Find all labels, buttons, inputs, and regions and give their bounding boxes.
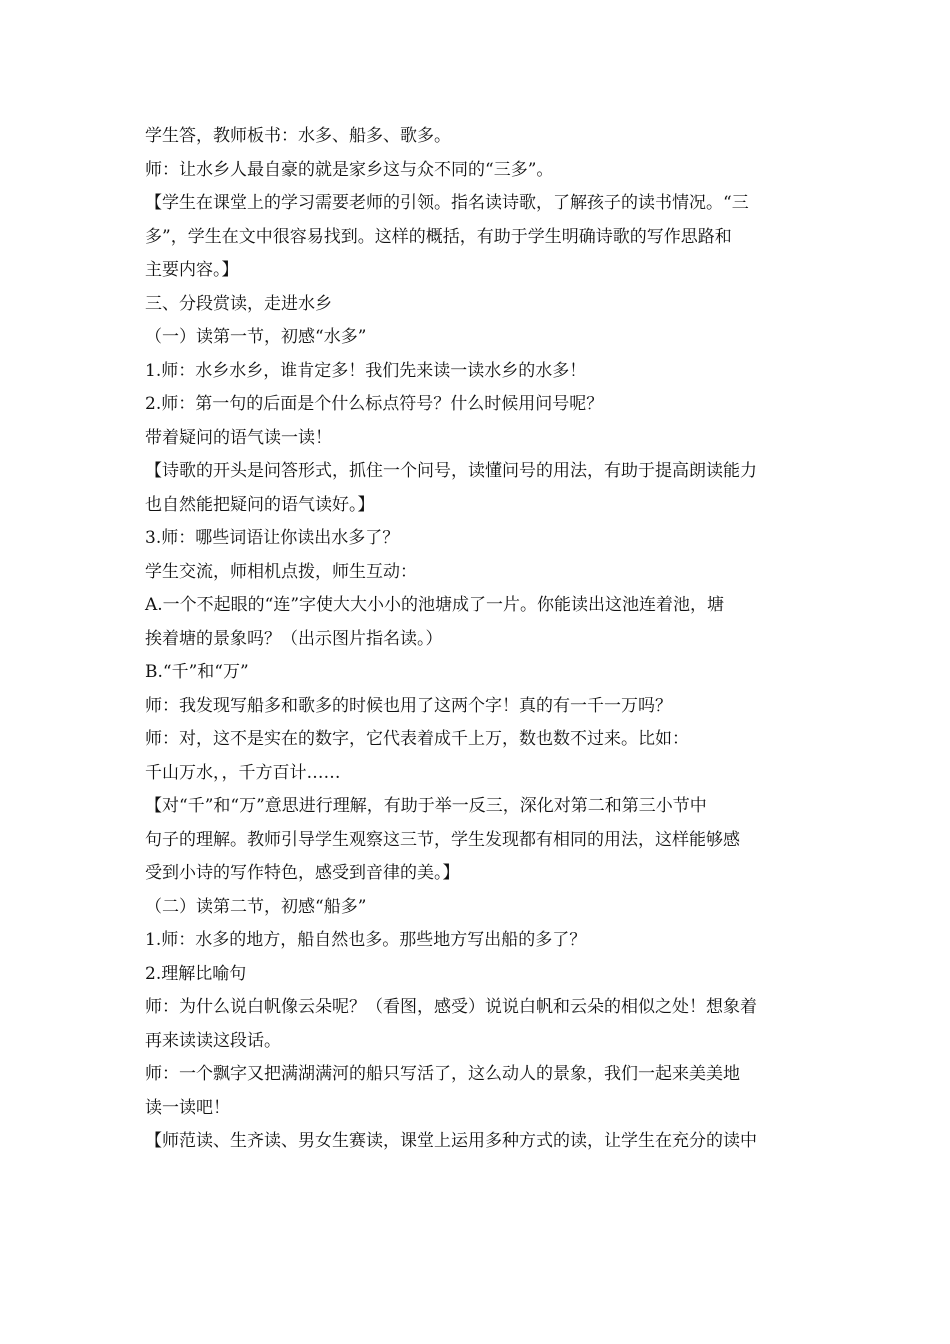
text-line: B.“千”和“万”	[145, 662, 249, 682]
annotation-line: 【对“千”和“万”意思进行理解，有助于举一反三，深化对第二和第三小节中	[145, 796, 707, 816]
text-line: 师：为什么说白帆像云朵呢？（看图，感受）说说白帆和云朵的相似之处！想象着	[145, 997, 757, 1017]
annotation-line: 也自然能把疑问的语气读好。】	[145, 494, 375, 515]
text-line: 2.理解比喻句	[145, 963, 247, 984]
text-line: 师：对，这不是实在的数字，它代表着成千上万，数也数不过来。比如：	[145, 729, 689, 749]
text-line: 带着疑问的语气读一读！	[145, 427, 332, 448]
text-line: 师：让水乡人最自豪的就是家乡这与众不同的“三多”。	[145, 159, 554, 180]
text-line: A.一个不起眼的“连”字使大大小小的池塘成了一片。你能读出这池连着池，塘	[145, 595, 725, 615]
annotation-line: 【学生在课堂上的学习需要老师的引领。指名读诗歌，了解孩子的读书情况。“三	[145, 193, 749, 213]
annotation-line: 受到小诗的写作特色，感受到音律的美。】	[145, 863, 460, 883]
subsection-heading: （二）读第二节，初感“船多”	[145, 896, 367, 917]
text-line: 1.师：水乡水乡，谁肯定多！我们先来读一读水乡的水多！	[145, 360, 587, 381]
annotation-line: 主要内容。】	[145, 260, 239, 280]
text-line: 学生答，教师板书：水多、船多、歌多。	[145, 126, 451, 146]
text-line: 千山万水，，千方百计……	[145, 762, 341, 783]
text-line: 师：一个飘字又把满湖满河的船只写活了，这么动人的景象，我们一起来美美地	[145, 1064, 740, 1084]
text-line: 1.师：水多的地方，船自然也多。那些地方写出船的多了？	[145, 930, 587, 950]
text-line: 师：我发现写船多和歌多的时候也用了这两个字！真的有一千一万吗？	[145, 695, 672, 716]
annotation-line: 句子的理解。教师引导学生观察这三节，学生发现都有相同的用法，这样能够感	[145, 829, 740, 850]
text-line: 3.师：哪些词语让你读出水多了？	[145, 528, 400, 548]
subsection-heading: （一）读第一节，初感“水多”	[145, 327, 367, 347]
text-line: 2.师：第一句的后面是个什么标点符号？什么时候用问号呢？	[145, 394, 604, 414]
text-line: 学生交流，师相机点拨，师生互动：	[145, 561, 417, 582]
section-heading: 三、分段赏读，走进水乡	[145, 293, 332, 314]
annotation-line: 多”，学生在文中很容易找到。这样的概括，有助于学生明确诗歌的写作思路和	[145, 226, 732, 247]
text-line: 再来读读这段话。	[145, 1030, 281, 1051]
annotation-line: 【诗歌的开头是问答形式，抓住一个问号，读懂问号的用法，有助于提高朗读能力	[145, 461, 757, 481]
text-line: 挨着塘的景象吗？（出示图片指名读。）	[145, 628, 443, 649]
annotation-line: 【师范读、生齐读、男女生赛读，课堂上运用多种方式的读，让学生在充分的读中	[145, 1131, 757, 1151]
document-body	[145, 120, 815, 1159]
text-line: 读一读吧！	[145, 1097, 230, 1118]
